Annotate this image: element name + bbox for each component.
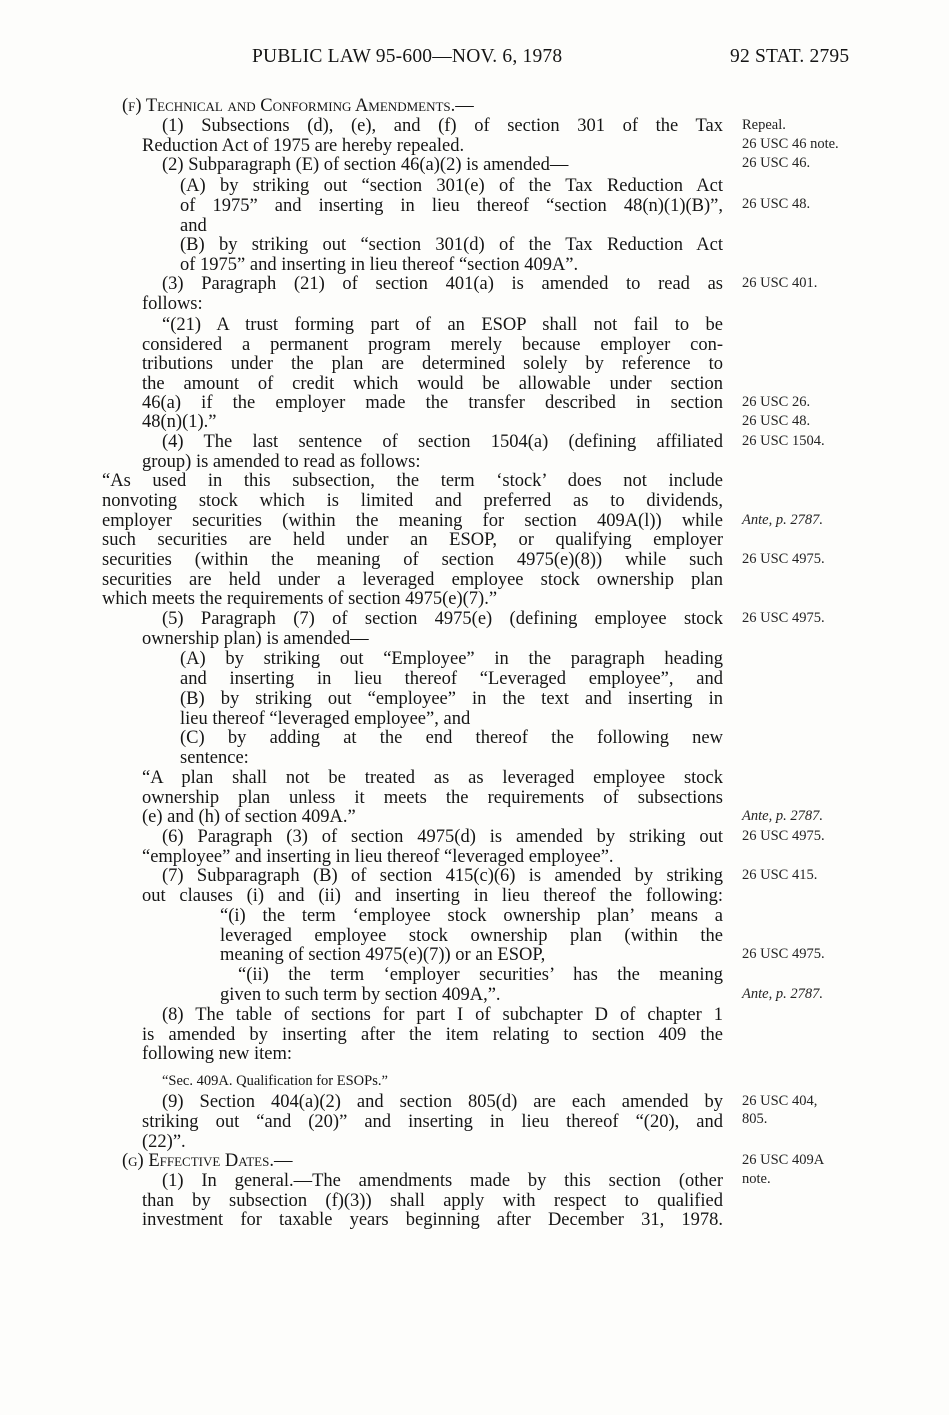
text-line: (A) by striking out “Employee” in the paragraph heading [180,649,723,669]
text-line: Reduction Act of 1975 are hereby repealed. [142,136,465,156]
text-line: (7) Subparagraph (B) of section 415(c)(6) is amended by striking [162,866,723,886]
text-line: (5) Paragraph (7) of section 4975(e) (defining employee stock [162,609,723,629]
margin-note: 26 USC 4975. [742,551,825,567]
text-line: following new item: [142,1044,293,1064]
margin-note: 26 USC 1504. [742,433,825,449]
text-line: “(ii) the term ‘employer securities’ has the meaning [238,965,723,985]
margin-note: 26 USC 4975. [742,828,825,844]
margin-note: Ante, p. 2787. [742,986,823,1002]
text-line: the amount of credit which would be allowable under section [142,374,723,394]
margin-note: 26 USC 46. [742,155,811,171]
text-line: 46(a) if the employer made the transfer described in section [142,393,723,413]
margin-note: 26 USC 404, [742,1093,818,1109]
text-line: (C) by adding at the end thereof the following new [180,728,723,748]
text-line: (A) by striking out “section 301(e) of the Tax Reduction Act [180,176,723,196]
text-line: which meets the requirements of section 4975(e)(7).” [102,589,498,609]
margin-note: 26 USC 415. [742,867,818,883]
running-header-title: PUBLIC LAW 95-600—NOV. 6, 1978 [252,46,563,67]
text-line: “A plan shall not be treated as as leveraged employee stock [142,768,723,788]
text-line: group) is amended to read as follows: [142,452,421,472]
text-line: (B) by striking out “section 301(d) of the Tax Reduction Act [180,235,723,255]
text-line: is amended by inserting after the item relating to section 409 the [142,1025,723,1045]
text-line: given to such term by section 409A,”. [220,985,501,1005]
text-line: (22)”. [142,1132,186,1152]
text-line: (8) The table of sections for part I of subchapter D of chapter 1 [162,1005,723,1025]
text-line: follows: [142,294,203,314]
text-line: “(21) A trust forming part of an ESOP shall not fail to be [162,315,723,335]
margin-note: 26 USC 409A [742,1152,825,1168]
margin-note: Ante, p. 2787. [742,512,823,528]
subsection-heading-f: (f) Technical and Conforming Amendments.— [122,96,474,116]
margin-note: 26 USC 4975. [742,946,825,962]
table-item-sec-409a: “Sec. 409A. Qualification for ESOPs.” [162,1073,388,1089]
subsection-heading-g: (g) Effective Dates.— [122,1151,293,1171]
margin-note: Repeal. [742,117,786,133]
margin-note: 26 USC 4975. [742,610,825,626]
margin-note: Ante, p. 2787. [742,808,823,824]
text-line: sentence: [180,748,249,768]
text-line: securities (within the meaning of section 4975(e)(8)) while such [102,550,723,570]
text-line: (4) The last sentence of section 1504(a) (defining affiliated [162,432,723,452]
text-line: meaning of section 4975(e)(7)) or an ESOP, [220,945,546,965]
text-line: securities are held under a leveraged employee stock ownership plan [102,570,723,590]
text-line: “(i) the term ‘employee stock ownership plan’ means a [220,906,723,926]
text-line: out clauses (i) and (ii) and inserting in lieu thereof the following: [142,886,723,906]
text-line: tributions under the plan are determined solely by reference to [142,354,723,374]
text-line: employer securities (within the meaning for section 409A(l)) while [102,511,723,531]
text-line: of 1975” and inserting in lieu thereof “section 409A”. [180,255,579,275]
text-line: “employee” and inserting in lieu thereof “leveraged employee”. [142,847,614,867]
text-line: (B) by striking out “employee” in the text and inserting in [180,689,723,709]
text-line: (3) Paragraph (21) of section 401(a) is amended to read as [162,274,723,294]
text-line: such securities are held under an ESOP, or qualifying employer [102,530,723,550]
text-line: leveraged employee stock ownership plan (within the [220,926,723,946]
margin-note: 26 USC 46 note. [742,136,839,152]
page-stat-number: 92 STAT. 2795 [730,46,850,67]
text-line: lieu thereof “leveraged employee”, and [180,709,471,729]
text-line: “As used in this subsection, the term ‘stock’ does not include [102,471,723,491]
text-line: investment for taxable years beginning after December 31, 1978. [142,1210,723,1230]
text-line: (2) Subparagraph (E) of section 46(a)(2) is amended— [162,155,569,175]
margin-note: 805. [742,1111,768,1127]
text-line: and inserting in lieu thereof “Leveraged employee”, and [180,669,723,689]
margin-note: 26 USC 48. [742,196,811,212]
text-line: than by subsection (f)(3)) shall apply with respect to qualified [142,1191,723,1211]
text-line: ownership plan) is amended— [142,629,369,649]
text-line: (6) Paragraph (3) of section 4975(d) is amended by striking out [162,827,723,847]
text-line: and [180,216,207,236]
text-line: of 1975” and inserting in lieu thereof “section 48(n)(1)(B)”, [180,196,723,216]
text-line: nonvoting stock which is limited and preferred as to dividends, [102,491,723,511]
margin-note: 26 USC 401. [742,275,818,291]
margin-note: note. [742,1171,771,1187]
margin-note: 26 USC 48. [742,413,811,429]
text-line: (1) Subsections (d), (e), and (f) of section 301 of the Tax [162,116,723,136]
text-line: striking out “and (20)” and inserting in lieu thereof “(20), and [142,1112,723,1132]
text-line: (1) In general.—The amendments made by this section (other [162,1171,723,1191]
text-line: considered a permanent program merely because employer con- [142,335,723,355]
text-line: (e) and (h) of section 409A.” [142,807,356,827]
margin-note: 26 USC 26. [742,394,811,410]
text-line: (9) Section 404(a)(2) and section 805(d) are each amended by [162,1092,723,1112]
text-line: 48(n)(1).” [142,412,217,432]
text-line: ownership plan unless it meets the requirements of subsections [142,788,723,808]
